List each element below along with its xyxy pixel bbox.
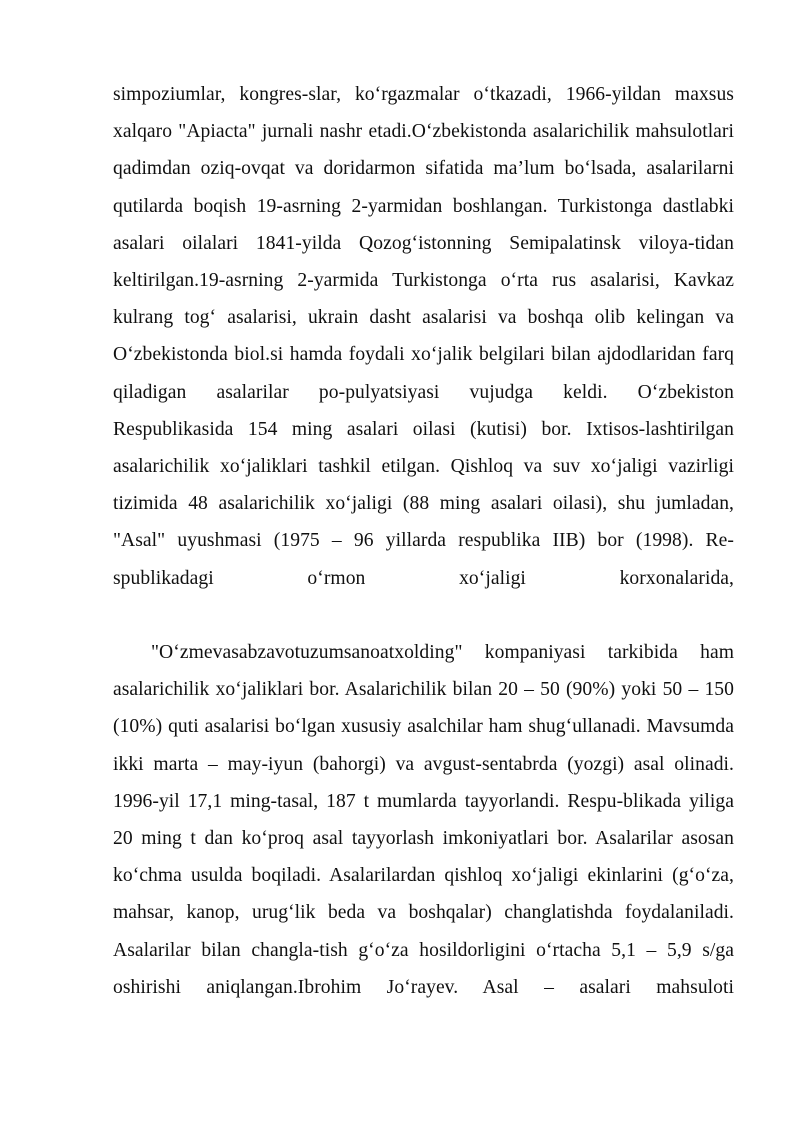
text-column	[113, 76, 734, 1043]
body-paragraph-2: "O‘zmevasabzavotuzumsanoatxolding" kompaniyasi tarkibida ham asalarichilik xo‘jaliklari bor. Asalarichilik bilan 20 – 50 (90%) yoki 50 – 150 (10%) quti asalarisi bo‘lgan xususiy asalchilar ham shug‘ullanadi. Mavsumda ikki marta – may-iyun (bahorgi) va avgust-sentabrda (yozgi) asal olinadi. 1996-yil 17,1 ming-tasal, 187 t mumlarda tayyorlandi. Respu-blikada yiliga 20 ming t dan ko‘proq asal tayyorlash imkoniyatlari bor. Asalarilar asosan ko‘chma usulda boqiladi. Asalarilardan qishloq xo‘jaligi ekinlarini (g‘o‘za, mahsar, kanop, urug‘lik beda va boshqalar) changlatishda foydalaniladi. Asalarilar bilan changla-tish g‘o‘za hosildorligini o‘rtacha 5,1 – 5,9 s/ga oshirishi aniqlangan.Ibrohim Jo‘rayev. Asal – asalari mahsuloti	[113, 642, 734, 998]
body-paragraph-1: simpoziumlar, kongres-slar, ko‘rgazmalar o‘tkazadi, 1966-yildan maxsus xalqaro "Apiacta" jurnali nashr etadi.O‘zbekistonda asalarichilik mahsulotlari qadimdan oziq-ovqat va doridarmon sifatida ma’lum bo‘lsada, asalarilarni qutilarda boqish 19-asrning 2-yarmidan boshlangan. Turkistonga dastlabki asalari oilalari 1841-yilda Qozog‘istonning Semipalatinsk viloya-tidan keltirilgan.19-asrning 2-yarmida Turkistonga o‘rta rus asalarisi, Kavkaz kulrang tog‘ asalarisi, ukrain dasht asalarisi va boshqa olib kelingan va O‘zbekistonda biol.si hamda foydali xo‘jalik belgilari bilan ajdodlaridan farq qiladigan asalarilar po-pulyatsiyasi vujudga keldi. O‘zbekiston Respublikasida 154 ming asalari oilasi (kutisi) bor. Ixtisos-lashtirilgan asalarichilik xo‘jaliklari tashkil etilgan. Qishloq va suv xo‘jaligi vazirligi tizimida 48 asalarichilik xo‘jaligi (88 ming asalari oilasi), shu jumladan, "Asal" uyushmasi (1975 – 96 yillarda respublika IIB) bor (1998). Re-spublikadagi o‘rmon xo‘jaligi korxonalarida,	[113, 84, 734, 589]
